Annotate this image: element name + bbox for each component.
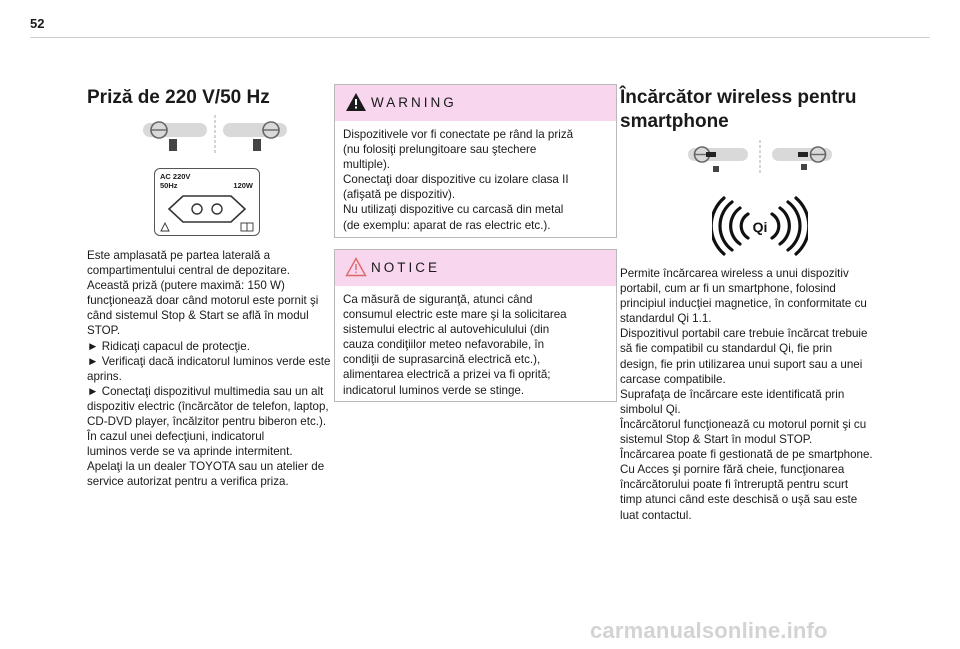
wireless-section-title: Încărcător wireless pentru smartphone (620, 87, 857, 132)
vehicle-location-icon (135, 113, 295, 157)
socket-section-title: Priză de 220 V/50 Hz (87, 87, 270, 108)
warning-header (335, 85, 616, 121)
power-socket-illustration (154, 168, 260, 236)
warning-title: WARNING (371, 95, 457, 110)
notice-header (335, 250, 616, 286)
notice-box (334, 249, 617, 402)
wireless-location-icon (680, 138, 840, 178)
socket-description: Este amplasată pe partea laterală a compartimentului central de depozitare. Această priză (putere maximă: 150 W) funcţionează doar când motorul este pornit şi când sistemul Stop & Start se află în modul STOP. ► Ridicaţi capacul de protecţie. ► Verificaţi dacă indicatorul luminos verde este aprins. ► Conectaţi dispozitivul multimedia sau un alt dispozitiv electric (încărcător de telefon, laptop, CD-DVD player, încălzitor pentru biberon etc.). În cazul unei defecţiuni, indicatorul luminos verde se va aprinde intermitent. Apelaţi la un dealer TOYOTA sau un atelier de service autorizat pentru a verifica priza. (87, 249, 331, 489)
notice-text: Ca măsură de siguranţă, atunci când consumul electric este mare şi la solicitarea sistemului electric al autovehiculului (din cauza condiţiilor meteo nefavorabile, în condiţii de suprasarcină electrică etc.), alimentarea electrică a prizei va fi oprită; indicatorul luminos verde se stinge. (343, 293, 567, 397)
qi-wireless-symbol-icon (712, 196, 808, 256)
watermark: carmanualsonline.info (590, 618, 828, 643)
page-number: 52 (30, 16, 45, 31)
header-divider (30, 37, 930, 38)
socket-rating-frequency: 50Hz (160, 181, 178, 190)
socket-rating-power: 120W (233, 181, 253, 190)
wireless-description: Permite încărcarea wireless a unui dispozitiv portabil, cum ar fi un smartphone, folosind principiul inducţiei magnetice, în conformitate cu standardul Qi 1.1. Dispozitivul portabil care trebuie încărcat trebuie să fie compatibil cu standardul Qi, fie prin design, fie prin utilizarea unui suport sau a unei carcase compatibile. Suprafaţa de încărcare este identificată prin simbolul Qi. Încărcătorul funcţionează cu motorul pornit şi cu sistemul Stop & Start în modul STOP. Încărcarea poate fi gestionată de pe smartphone. Cu Acces şi pornire fără cheie, funcţionarea încărcătorului poate fi întreruptă pentru scurt timp atunci când este deschisă o uşă sau este luat contactul. (620, 267, 873, 522)
warning-text: Dispozitivele vor fi conectate pe rând la priză (nu folosiţi prelungitoare sau ştechere multiple). Conectaţi doar dispozitive cu izolare clasa II (afişată pe dispozitiv). Nu utilizaţi dispozitive cu carcasă din metal (de exemplu: aparat de ras electric etc.). (343, 128, 574, 232)
warning-triangle-icon (345, 92, 367, 112)
qi-label: Qi (752, 219, 768, 235)
notice-title: NOTICE (371, 260, 441, 275)
socket-rating-voltage: AC 220V (160, 172, 191, 181)
warning-box (334, 84, 617, 238)
caution-triangle-icon (345, 257, 367, 277)
